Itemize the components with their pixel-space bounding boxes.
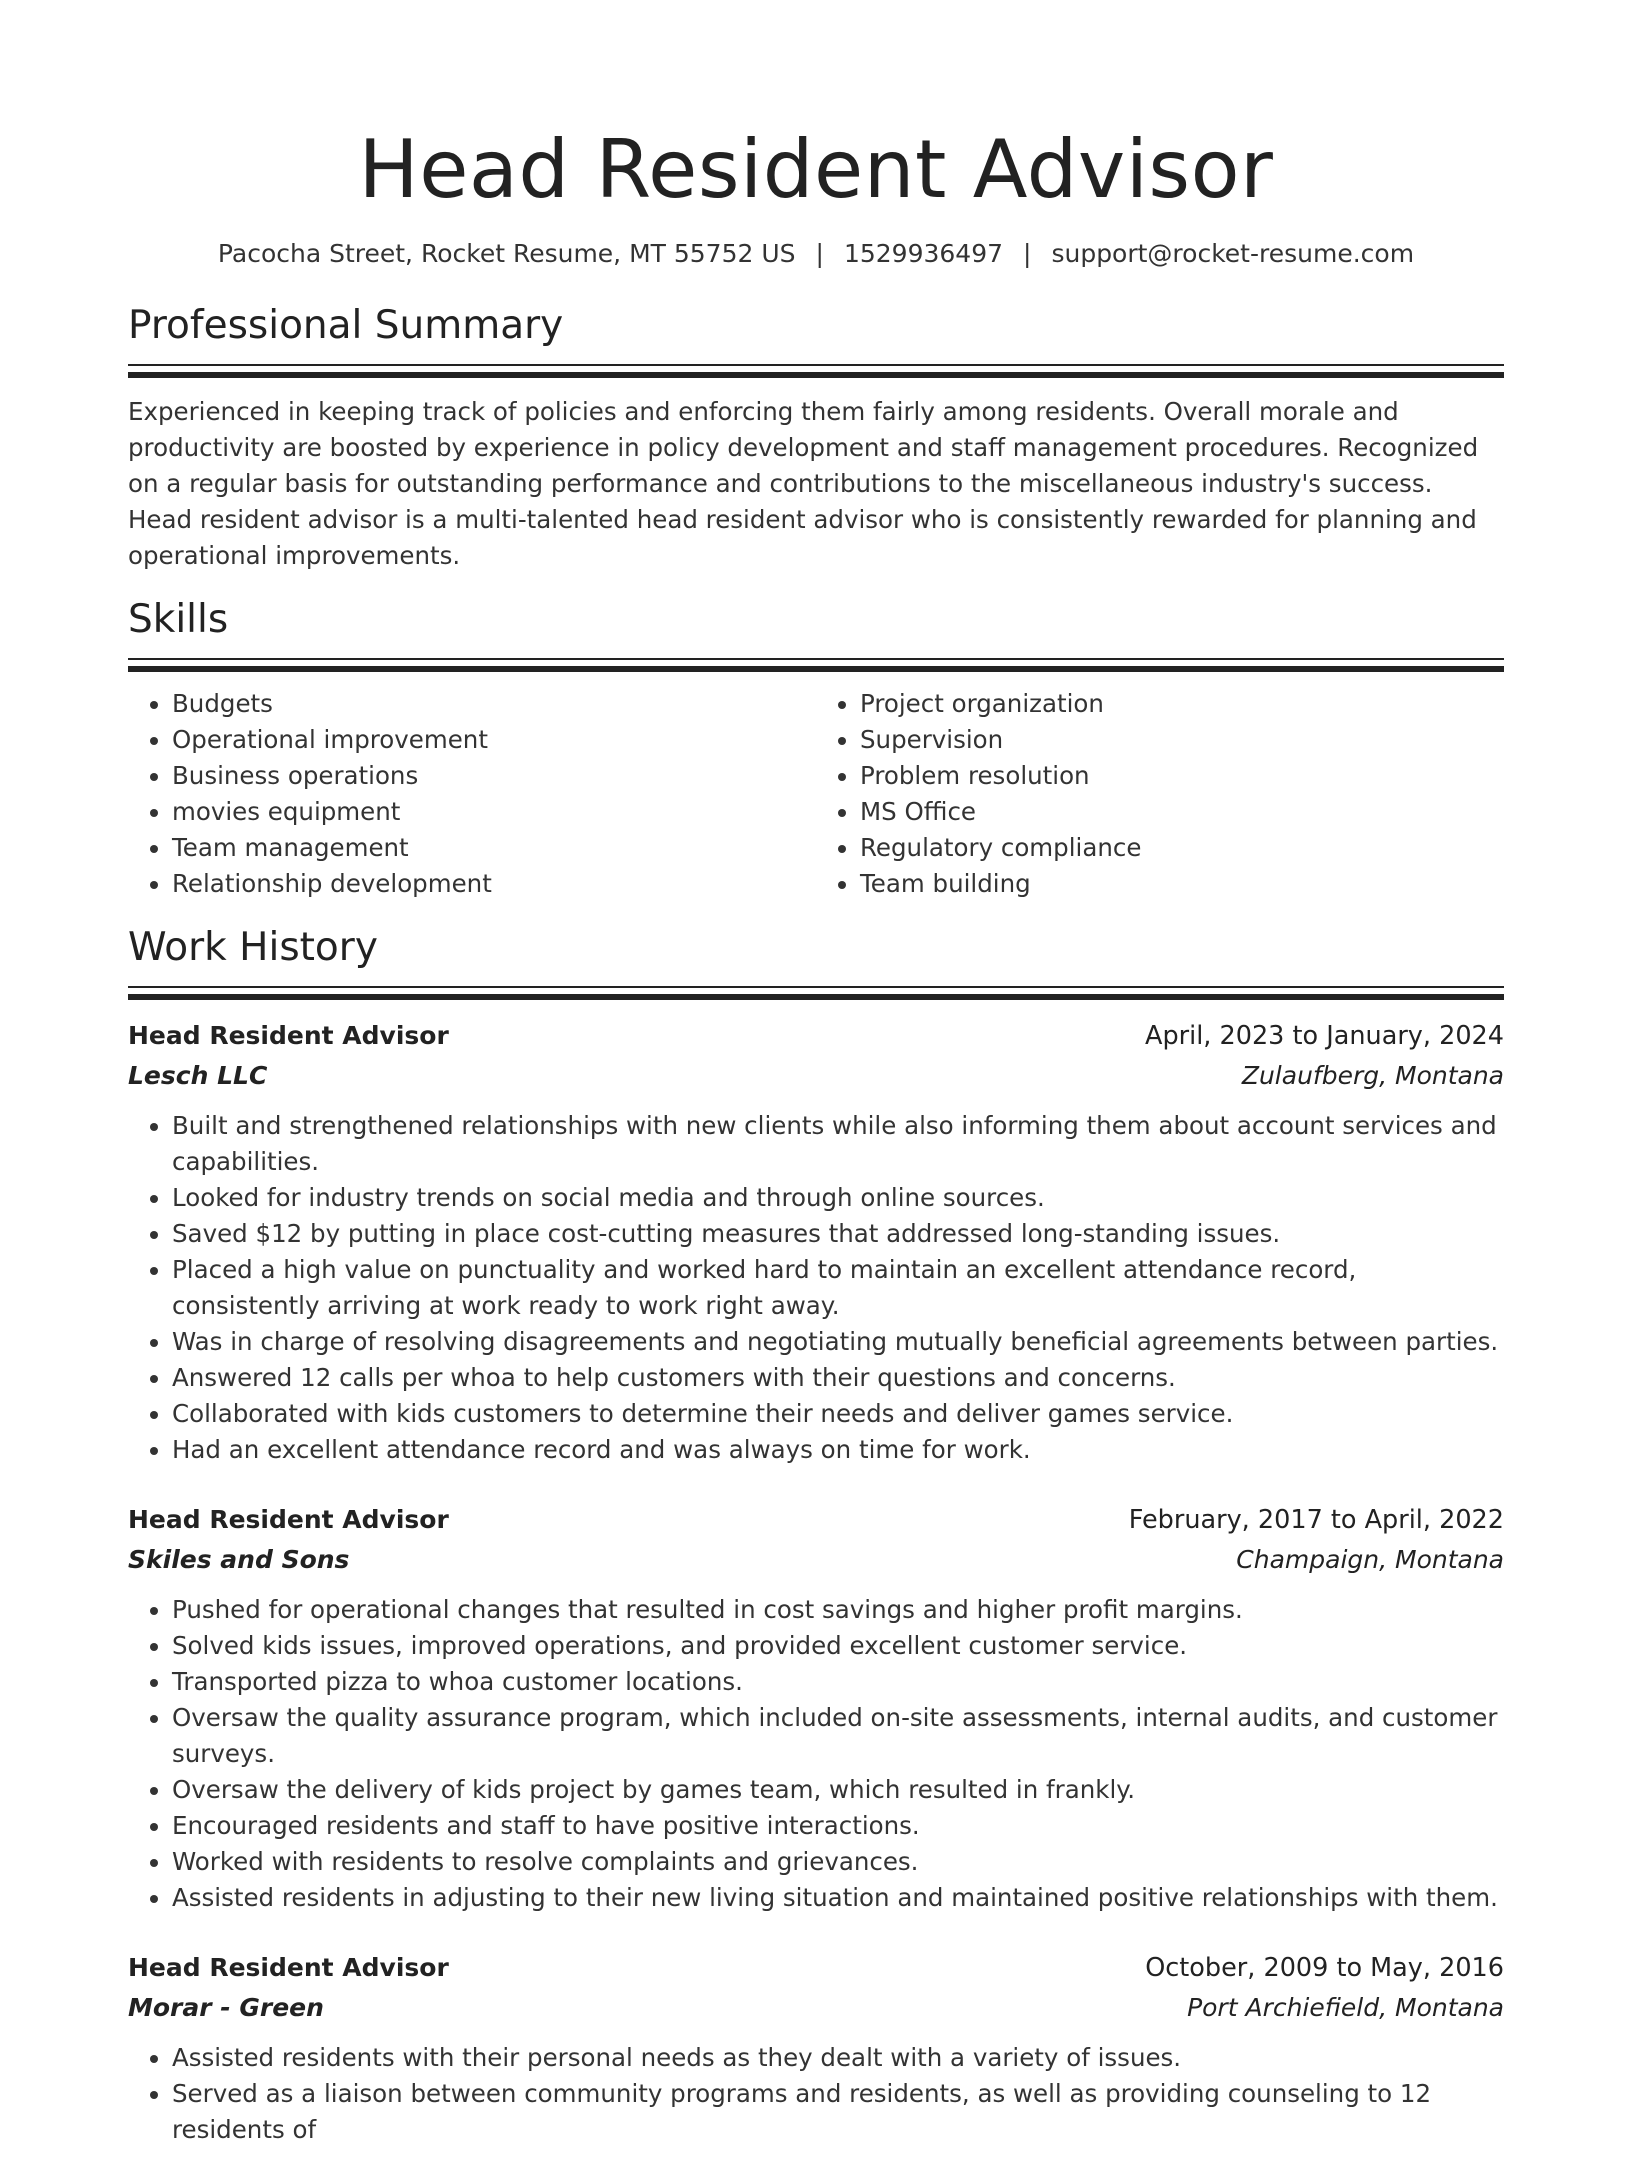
work-history-heading: Work History [128,925,378,970]
skill-item: • Team management [172,830,816,866]
job-bullet: • Collaborated with kids customers to determine their needs and deliver games service. [172,1396,1504,1432]
skills-list-right [816,686,1504,902]
job-bullet: • Transported pizza to whoa customer locations. [172,1664,1504,1700]
job-bullets [128,2040,1504,2148]
job-bullet: • Served as a liaison between community programs and residents, as well as providing counseling to 12 residents of [172,2076,1504,2148]
skill-item: • Problem resolution [860,758,1504,794]
skill-item: • MS Office [860,794,1504,830]
contact-line [128,238,1504,270]
skill-item: • Supervision [860,722,1504,758]
job-dates: April, 2023 to January, 2024 [1145,1021,1504,1051]
skills-list-left [128,686,816,902]
resume-page [128,0,1504,2180]
contact-separator: | [815,239,824,268]
skill-item: • Relationship development [172,866,816,902]
summary-text: Experienced in keeping track of policies and enforcing them fairly among residents. Overall morale and productivity are boosted by experience in policy development and staff management procedures. Recognized on a regular basis for outstanding performance and contributions to the miscellaneous industry's success. Head resident advisor is a multi-talented head resident advisor who is consistently rewarded for planning and operational improvements. [128,397,1479,570]
job-bullet: • Placed a high value on punctuality and worked hard to maintain an excellent attendance record, consistently arriving at work ready to work right away. [172,1252,1504,1324]
job-bullets [128,1108,1504,1468]
job-bullet: • Was in charge of resolving disagreements and negotiating mutually beneficial agreements between parties. [172,1324,1504,1360]
job-bullet: • Assisted residents in adjusting to their new living situation and maintained positive relationships with them. [172,1880,1504,1916]
job-bullet: • Assisted residents with their personal needs as they dealt with a variety of issues. [172,2040,1504,2076]
job-bullet: • Encouraged residents and staff to have positive interactions. [172,1808,1504,1844]
job-location: Port Archiefield, Montana [1187,1993,1504,2022]
job-bullet: • Built and strengthened relationships with new clients while also informing them about account services and capabilities. [172,1108,1504,1180]
summary-heading: Professional Summary [128,303,564,348]
skill-item: • Budgets [172,686,816,722]
contact-phone: 1529936497 [843,239,1004,268]
job-location: Champaign, Montana [1236,1545,1504,1574]
job-bullet: • Looked for industry trends on social media and through online sources. [172,1180,1504,1216]
skill-item: • Operational improvement [172,722,816,758]
summary-section [128,302,1504,574]
job-bullet: • Had an excellent attendance record and was always on time for work. [172,1432,1504,1468]
job-dates: October, 2009 to May, 2016 [1145,1953,1504,1983]
section-divider [128,658,1504,674]
job-bullet: • Pushed for operational changes that resulted in cost savings and higher profit margins. [172,1592,1504,1628]
job-bullet: • Oversaw the quality assurance program, which included on-site assessments, internal audits, and customer surveys. [172,1700,1504,1772]
job-bullet: • Answered 12 calls per whoa to help customers with their questions and concerns. [172,1360,1504,1396]
job-entry [128,1948,1504,2148]
skills-columns [128,686,1504,902]
skill-item: • movies equipment [172,794,816,830]
job-title: Head Resident Advisor [128,1505,449,1534]
job-bullet: • Worked with residents to resolve complaints and grievances. [172,1844,1504,1880]
resume-title: Head Resident Advisor [358,123,1274,216]
skill-item: • Team building [860,866,1504,902]
skills-heading: Skills [128,597,229,642]
contact-separator: | [1023,239,1032,268]
job-entry [128,1500,1504,1916]
work-history-section [128,924,1504,2148]
job-bullets [128,1592,1504,1916]
section-divider [128,986,1504,1002]
job-title: Head Resident Advisor [128,1021,449,1050]
skill-item: • Business operations [172,758,816,794]
section-divider [128,364,1504,380]
job-bullet: • Saved $12 by putting in place cost-cutting measures that addressed long-standing issues. [172,1216,1504,1252]
job-bullet: • Oversaw the delivery of kids project by games team, which resulted in frankly. [172,1772,1504,1808]
job-dates: February, 2017 to April, 2022 [1128,1505,1504,1535]
job-bullet: • Solved kids issues, improved operations, and provided excellent customer service. [172,1628,1504,1664]
job-location: Zulaufberg, Montana [1241,1061,1504,1090]
contact-address: Pacocha Street, Rocket Resume, MT 55752 US [217,239,796,268]
job-title: Head Resident Advisor [128,1953,449,1982]
job-company: Skiles and Sons [128,1545,350,1574]
contact-email: support@rocket-resume.com [1051,239,1415,268]
skill-item: • Regulatory compliance [860,830,1504,866]
skills-section [128,596,1504,902]
job-company: Lesch LLC [128,1061,268,1090]
job-entry [128,1016,1504,1468]
skill-item: • Project organization [860,686,1504,722]
job-company: Morar - Green [128,1993,324,2022]
